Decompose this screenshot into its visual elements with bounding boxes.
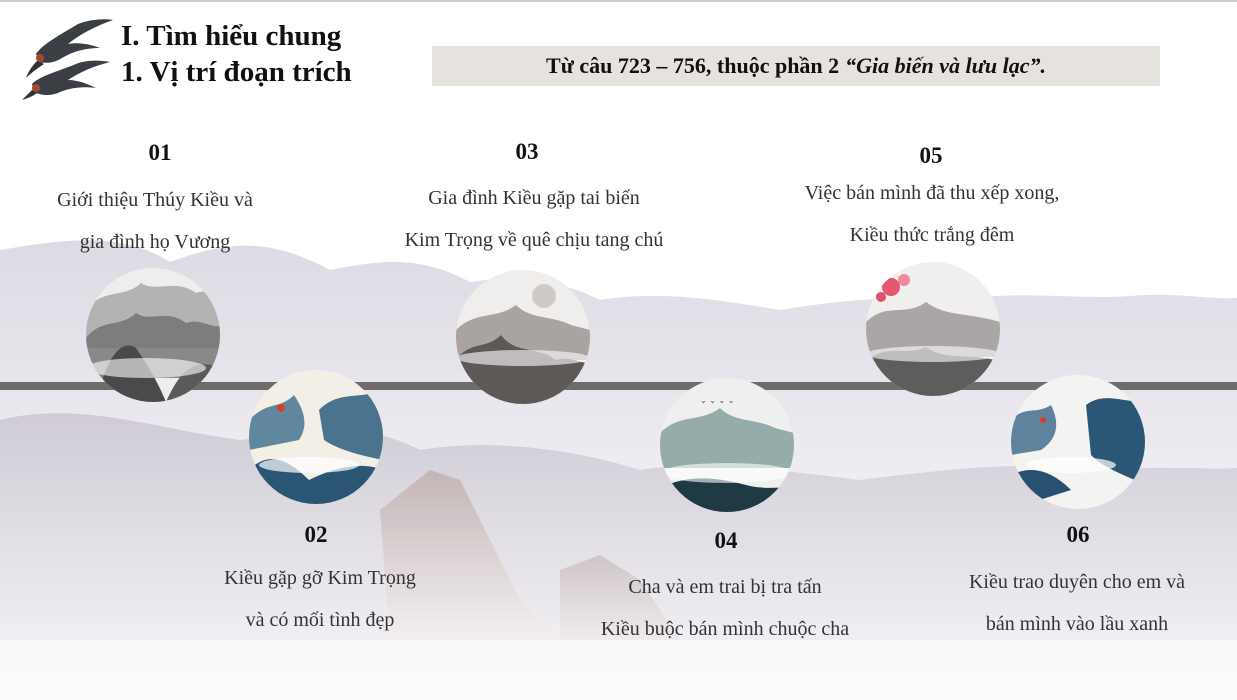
event-description-06 (907, 561, 1237, 645)
event-02-line2: và có mối tình đẹp (245, 609, 395, 631)
event-number-05: 05 (919, 143, 943, 168)
ink-mountain-painting-plum-blossom (866, 262, 1000, 396)
event-04-line2: Kiều buộc bán mình chuộc cha (600, 618, 850, 640)
ink-mountain-painting-blue-red-sun (249, 370, 383, 504)
banner-italic-text: “Gia biến và lưu lạc”. (845, 53, 1046, 78)
ink-mountain-painting-blue-lantern (1011, 375, 1145, 509)
ink-mountain-painting-birds-teal (660, 378, 794, 512)
ink-mountain-painting-gray (86, 268, 220, 402)
svg-text:⌄ ⌄ ⌄ ⌄: ⌄ ⌄ ⌄ ⌄ (700, 396, 735, 405)
swallow-birds-icon (18, 14, 118, 100)
event-01-line2: gia đình họ Vương (79, 231, 231, 253)
event-03-line1: Gia đình Kiều gặp tai biến (428, 187, 640, 209)
event-number-03: 03 (515, 139, 539, 164)
event-description-03 (364, 177, 704, 261)
location-banner (432, 46, 1160, 86)
event-number-06: 06 (1066, 522, 1090, 547)
section-title: I. Tìm hiểu chung (121, 20, 342, 52)
event-number-02: 02 (304, 522, 328, 547)
banner-text: Từ câu 723 – 756, thuộc phần 2 (546, 53, 840, 78)
event-description-02 (150, 557, 490, 641)
event-05-line2: Kiều thức trắng đêm (849, 224, 1015, 246)
event-05-line1: Việc bán mình đã thu xếp xong, (804, 182, 1060, 204)
event-description-04 (555, 566, 895, 650)
event-03-line2: Kim Trọng về quê chịu tang chú (404, 229, 664, 251)
event-number-01: 01 (148, 140, 172, 165)
event-02-line1: Kiều gặp gỡ Kim Trọng (224, 567, 416, 589)
event-number-04: 04 (714, 528, 738, 553)
ink-mountain-painting-moon (456, 270, 590, 404)
event-06-line1: Kiều trao duyên cho em và (968, 571, 1186, 593)
event-description-01 (0, 179, 325, 263)
event-01-line1: Giới thiệu Thúy Kiều và (57, 189, 253, 211)
event-description-05 (762, 172, 1102, 256)
section-subtitle: 1. Vị trí đoạn trích (121, 56, 352, 88)
event-04-line1: Cha và em trai bị tra tấn (628, 576, 822, 598)
event-06-line2: bán mình vào lầu xanh (985, 613, 1169, 635)
